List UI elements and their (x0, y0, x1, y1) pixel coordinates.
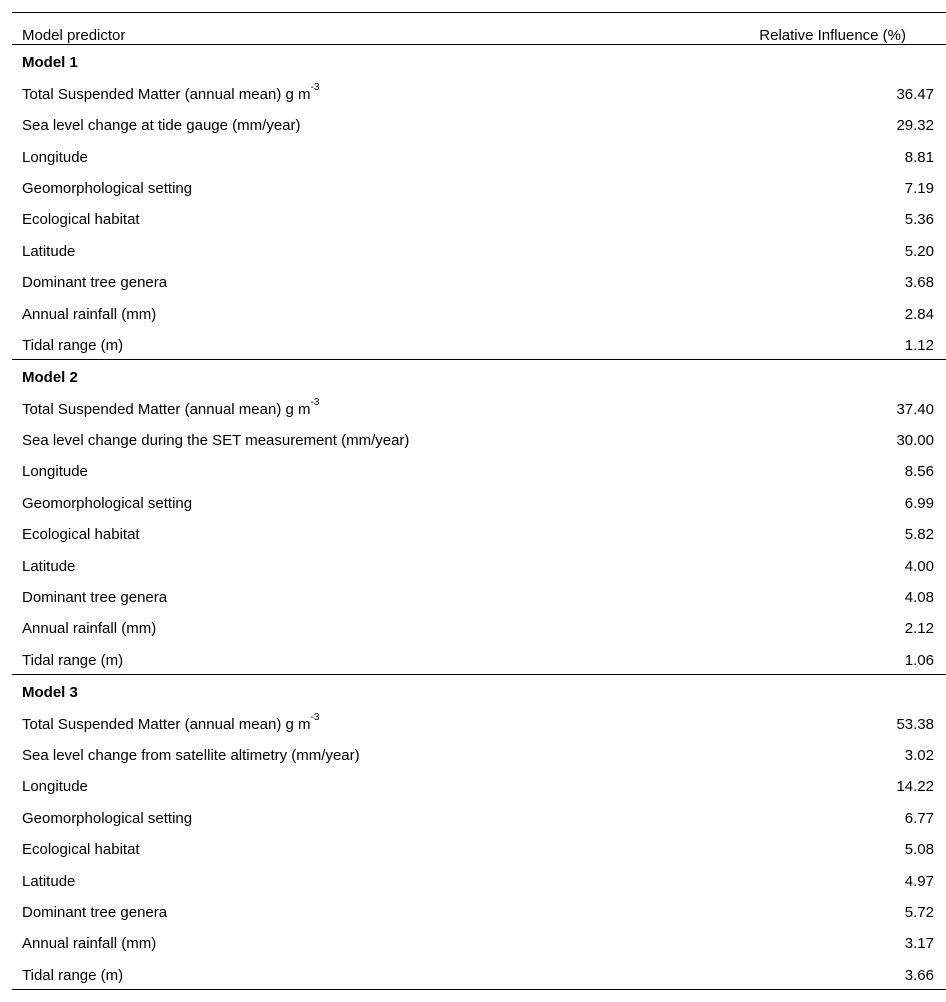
relative-influence-value: 36.47 (896, 85, 934, 103)
relative-influence-value: 2.12 (904, 620, 934, 638)
predictor-text: Total Suspended Matter (annual mean) g m (22, 85, 311, 103)
table-row (12, 296, 946, 327)
relative-influence-value: 5.20 (904, 242, 934, 260)
relative-influence-value: 4.97 (904, 872, 934, 890)
predictor-text: Sea level change during the SET measurement (mm/year) (22, 432, 410, 450)
predictor-text: Annual rainfall (mm) (22, 305, 157, 323)
table-body (12, 45, 946, 990)
predictor-text: Sea level change at tide gauge (mm/year) (22, 117, 301, 135)
predictor-label (22, 212, 140, 227)
relative-influence-value: 6.99 (904, 494, 934, 512)
relative-influence-value: 37.40 (896, 400, 934, 418)
table-row (12, 233, 946, 264)
predictor-label (22, 905, 167, 920)
table-row (12, 895, 946, 926)
predictor-label (22, 396, 320, 418)
table-row (12, 139, 946, 170)
predictor-text: Annual rainfall (mm) (22, 935, 157, 953)
predictor-text: Tidal range (m) (22, 336, 124, 354)
predictor-text: Geomorphological setting (22, 809, 193, 827)
predictor-text: Longitude (22, 148, 88, 166)
predictor-text: Total Suspended Matter (annual mean) g m (22, 400, 311, 418)
relative-influence-value: 53.38 (896, 715, 934, 733)
predictor-text: Tidal range (m) (22, 966, 124, 984)
relative-influence-value: 5.72 (904, 903, 934, 921)
table-row (12, 706, 946, 737)
relative-influence-value: 3.66 (904, 966, 934, 984)
predictor-label (22, 936, 156, 951)
table-row (12, 926, 946, 957)
predictor-text: Dominant tree genera (22, 589, 168, 607)
predictor-label (22, 811, 192, 826)
relative-influence-value: 6.77 (904, 809, 934, 827)
predictor-label (22, 748, 360, 763)
model-title: Model 1 (22, 54, 78, 72)
unit-exponent: -3 (310, 81, 320, 93)
predictor-label (22, 590, 167, 605)
table-header-row (12, 13, 946, 44)
predictor-label (22, 842, 140, 857)
predictor-text: Geomorphological setting (22, 179, 193, 197)
relative-influence-value: 4.08 (904, 589, 934, 607)
relative-influence-value: 29.32 (896, 117, 934, 135)
table-row (12, 391, 946, 422)
relative-influence-value: 5.08 (904, 841, 934, 859)
table-row (12, 863, 946, 894)
relative-influence-value: 3.68 (904, 274, 934, 292)
relative-influence-value: 1.12 (904, 336, 934, 354)
predictor-text: Sea level change from satellite altimetry (mm/year) (22, 746, 360, 764)
table-row (12, 738, 946, 769)
table-row (12, 202, 946, 233)
predictor-text: Tidal range (m) (22, 651, 124, 669)
model-title-row (12, 675, 946, 706)
table-row (12, 328, 946, 359)
relative-influence-value: 5.36 (904, 211, 934, 229)
predictor-label (22, 464, 88, 479)
predictor-text: Latitude (22, 557, 76, 575)
table-row (12, 580, 946, 611)
table-row (12, 800, 946, 831)
relative-influence-value: 8.81 (904, 148, 934, 166)
unit-exponent: -3 (310, 396, 320, 408)
predictor-text: Longitude (22, 778, 88, 796)
predictor-label (22, 118, 301, 133)
predictor-label (22, 150, 88, 165)
predictor-text: Latitude (22, 872, 76, 890)
relative-influence-value: 14.22 (896, 778, 934, 796)
model-title-row (12, 45, 946, 76)
relative-influence-value: 4.00 (904, 557, 934, 575)
table-row (12, 485, 946, 516)
model-title: Model 2 (22, 369, 78, 387)
predictor-text: Latitude (22, 242, 76, 260)
predictor-label (22, 496, 192, 511)
table-row (12, 548, 946, 579)
table-row (12, 642, 946, 673)
unit-exponent: -3 (310, 711, 320, 723)
relative-influence-value: 1.06 (904, 651, 934, 669)
table-row (12, 265, 946, 296)
table-row (12, 423, 946, 454)
predictor-text: Dominant tree genera (22, 903, 168, 921)
predictor-label (22, 81, 320, 103)
table-row (12, 171, 946, 202)
relative-influence-value: 8.56 (904, 463, 934, 481)
predictor-label (22, 527, 140, 542)
predictor-label (22, 621, 156, 636)
predictor-text: Ecological habitat (22, 526, 140, 544)
predictor-label (22, 779, 88, 794)
predictor-text: Dominant tree genera (22, 274, 168, 292)
relative-influence-value: 30.00 (896, 432, 934, 450)
predictor-label (22, 307, 156, 322)
relative-influence-value: 2.84 (904, 305, 934, 323)
predictor-label (22, 653, 123, 668)
model-title: Model 3 (22, 684, 78, 702)
predictor-label (22, 968, 123, 983)
predictor-text: Longitude (22, 463, 88, 481)
predictor-text: Total Suspended Matter (annual mean) g m (22, 715, 311, 733)
predictor-label (22, 433, 409, 448)
table-row (12, 76, 946, 107)
table-row (12, 517, 946, 548)
section-rule (12, 989, 946, 990)
relative-influence-table (12, 12, 946, 990)
predictor-text: Annual rainfall (mm) (22, 620, 157, 638)
header-relative-influence: Relative Influence (%) (759, 27, 906, 44)
table-row (12, 108, 946, 139)
table-row (12, 957, 946, 988)
predictor-label (22, 874, 75, 889)
model-title-row (12, 360, 946, 391)
predictor-label (22, 711, 320, 733)
table-row (12, 611, 946, 642)
header-model-predictor: Model predictor (22, 27, 126, 44)
predictor-label (22, 559, 75, 574)
predictor-text: Ecological habitat (22, 211, 140, 229)
table-row (12, 454, 946, 485)
predictor-label (22, 338, 123, 353)
predictor-text: Ecological habitat (22, 841, 140, 859)
relative-influence-value: 3.17 (904, 935, 934, 953)
predictor-label (22, 275, 167, 290)
relative-influence-value: 5.82 (904, 526, 934, 544)
predictor-text: Geomorphological setting (22, 494, 193, 512)
table-row (12, 832, 946, 863)
relative-influence-value: 7.19 (904, 179, 934, 197)
predictor-label (22, 244, 75, 259)
predictor-label (22, 181, 192, 196)
table-row (12, 769, 946, 800)
relative-influence-value: 3.02 (904, 746, 934, 764)
